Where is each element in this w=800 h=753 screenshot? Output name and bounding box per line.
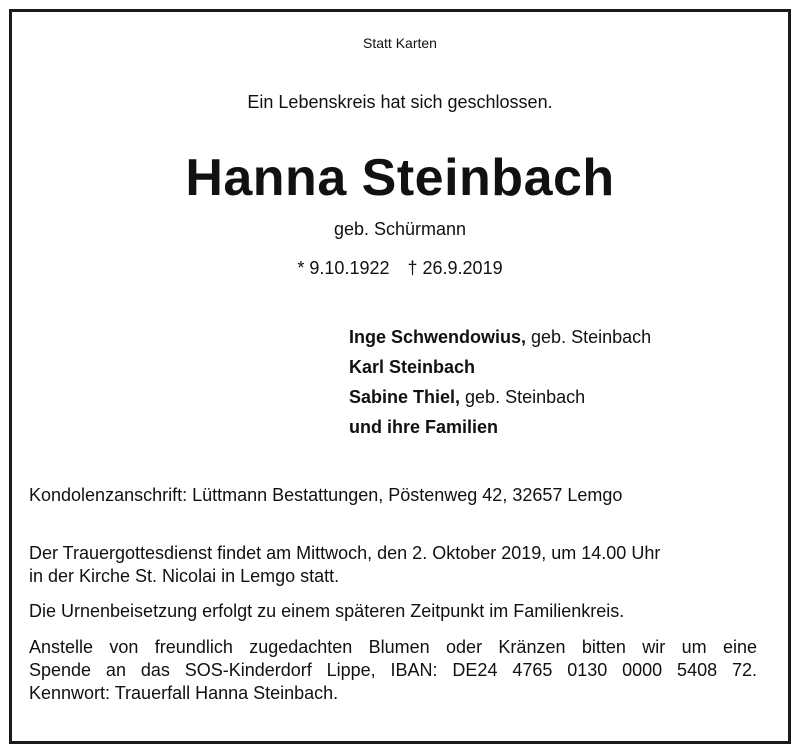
donation-paragraph — [29, 636, 757, 705]
mourner-name: Sabine Thiel, — [349, 387, 461, 407]
donation-line: Kennwort: Trauerfall Hanna Steinbach. — [29, 683, 339, 703]
donation-line: Anstelle von freundlich zugedachten Blumen oder Kränzen bitten wir um eine — [29, 637, 757, 657]
deceased-name: Hanna Steinbach — [185, 149, 615, 207]
mourner-row — [349, 322, 651, 352]
condolence-address: Kondolenzanschrift: Lüttmann Bestattungen, Pöstenweg 42, 32657 Lemgo — [29, 485, 623, 505]
mourners-list — [349, 322, 651, 442]
donation-line: Spende an das SOS-Kinderdorf Lippe, IBAN: DE24 4765 0130 0000 5408 72. — [29, 660, 757, 680]
mourner-name: Inge Schwendowius, — [349, 327, 527, 347]
mourner-name: Karl Steinbach — [349, 357, 476, 377]
death-date: † 26.9.2019 — [407, 258, 503, 278]
mourner-row — [349, 352, 651, 382]
life-dates — [0, 258, 800, 279]
mourner-suffix: geb. Steinbach — [460, 387, 586, 407]
birth-date: * 9.10.1922 — [297, 258, 390, 278]
header-text: Statt Karten — [363, 35, 437, 51]
urn-paragraph: Die Urnenbeisetzung erfolgt zu einem späteren Zeitpunkt im Familienkreis. — [29, 601, 625, 621]
birth-name: geb. Schürmann — [333, 219, 467, 239]
service-paragraph — [29, 542, 757, 588]
mourner-row — [349, 382, 651, 412]
service-line: Der Trauergottesdienst findet am Mittwoch, den 2. Oktober 2019, um 14.00 Uhr — [29, 543, 661, 563]
motto-text: Ein Lebenskreis hat sich geschlossen. — [247, 92, 553, 112]
mourner-name: und ihre Familien — [349, 417, 499, 437]
mourner-suffix: geb. Steinbach — [526, 327, 652, 347]
service-line: in der Kirche St. Nicolai in Lemgo statt. — [29, 566, 340, 586]
mourner-row — [349, 412, 651, 442]
